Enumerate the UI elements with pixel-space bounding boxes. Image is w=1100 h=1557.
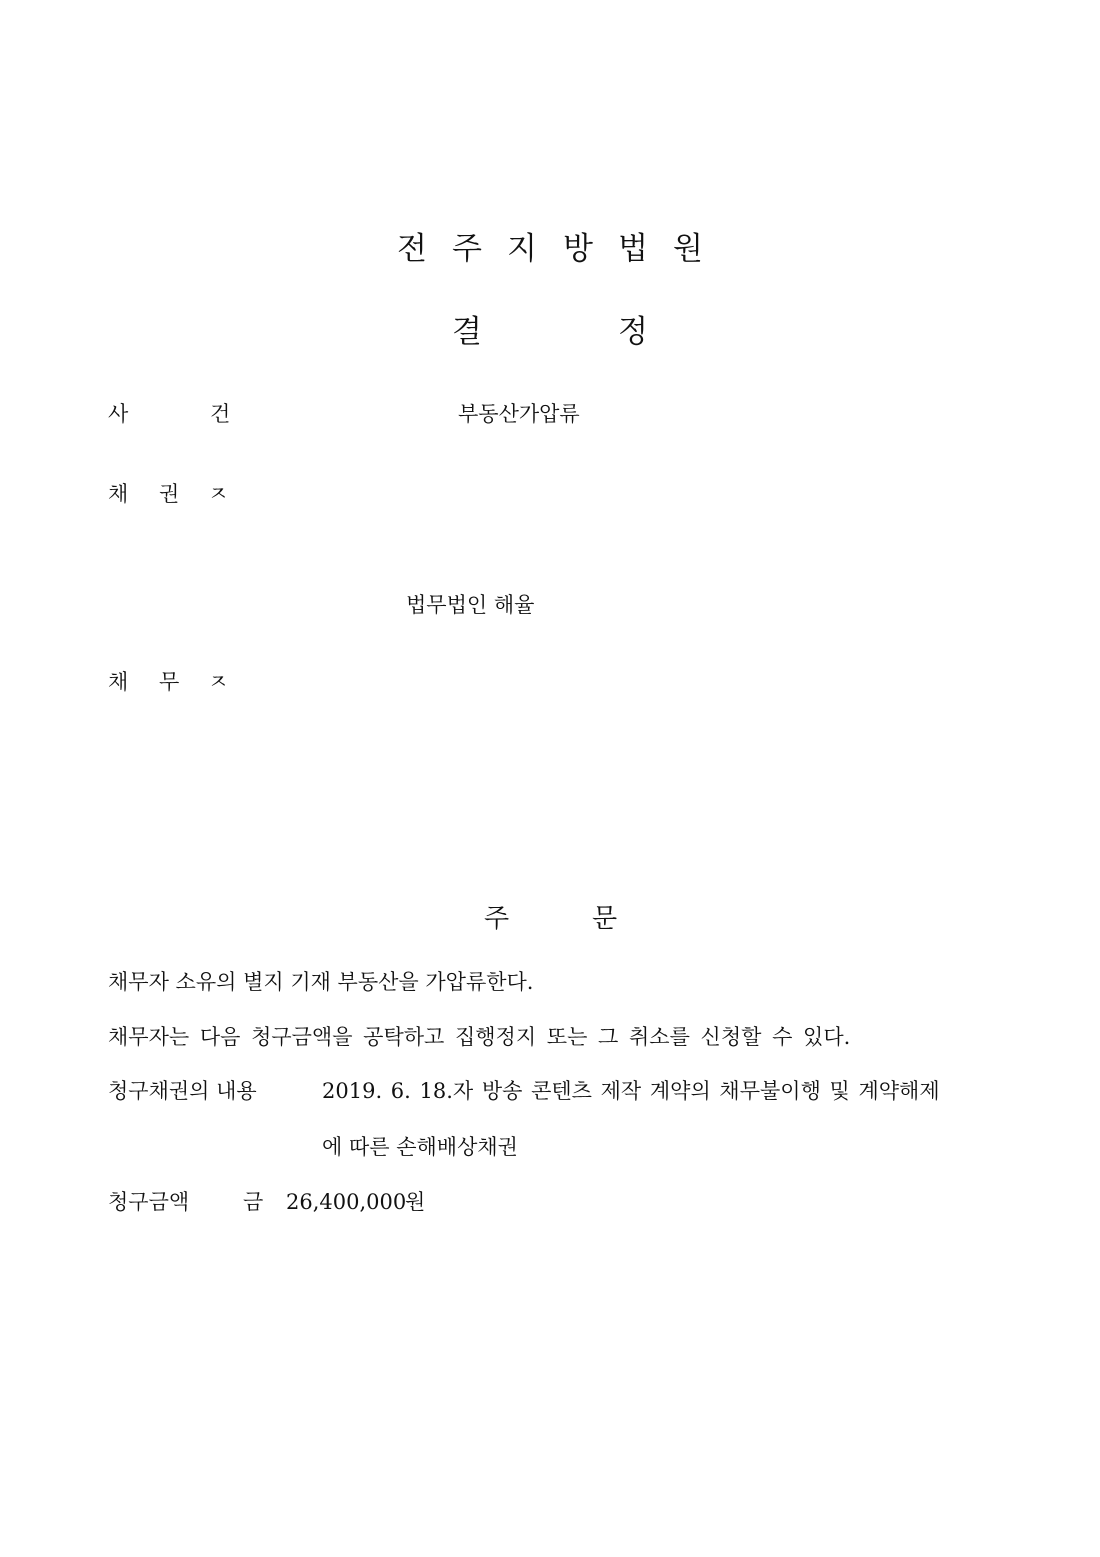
document-type-char: 정 xyxy=(618,314,648,350)
creditor-label-char: ㅈ xyxy=(208,482,229,506)
debtor-label-char: 채 xyxy=(108,670,129,694)
document-type xyxy=(0,314,1100,351)
case-label xyxy=(0,404,300,428)
order-heading-char: 주 xyxy=(484,904,510,934)
claim-amount-prefix: 금 xyxy=(243,1190,264,1214)
order-heading xyxy=(0,906,1100,940)
case-label-char: 건 xyxy=(210,402,231,426)
document-type-char: 결 xyxy=(452,314,482,350)
claim-amount-label: 청구금액 xyxy=(108,1190,190,1214)
court-name-char: 전 xyxy=(397,231,427,267)
court-name xyxy=(0,231,1100,268)
creditor-representative: 법무법인 해율 xyxy=(406,593,535,617)
order-heading-char: 문 xyxy=(592,904,618,934)
creditor-label xyxy=(0,484,300,508)
claim-content-line-1: 2019. 6. 18.자 방송 콘텐츠 제작 계약의 채무불이행 및 계약해제 xyxy=(322,1079,940,1103)
court-name-char: 법 xyxy=(618,231,648,267)
claim-amount-value: 26,400,000 xyxy=(286,1190,407,1214)
order-line-2: 채무자는 다음 청구금액을 공탁하고 집행정지 또는 그 취소를 신청할 수 있다. xyxy=(108,1025,851,1049)
order-line-1: 채무자 소유의 별지 기재 부동산을 가압류한다. xyxy=(108,970,534,994)
court-name-char: 방 xyxy=(563,231,593,267)
creditor-label-char: 채 xyxy=(108,482,129,506)
debtor-label-char: ㅈ xyxy=(208,670,229,694)
case-label-char: 사 xyxy=(108,402,129,426)
claim-content-line-2: 에 따른 손해배상채권 xyxy=(322,1135,518,1159)
case-value: 부동산가압류 xyxy=(458,402,580,426)
creditor-label-char: 권 xyxy=(159,482,180,506)
court-name-char: 원 xyxy=(673,231,703,267)
claim-amount-unit: 원 xyxy=(405,1190,426,1214)
debtor-label-char: 무 xyxy=(159,670,180,694)
court-name-char: 지 xyxy=(507,231,537,267)
claim-content-label: 청구채권의 내용 xyxy=(108,1079,257,1103)
debtor-label xyxy=(0,672,300,696)
court-name-char: 주 xyxy=(452,231,482,267)
